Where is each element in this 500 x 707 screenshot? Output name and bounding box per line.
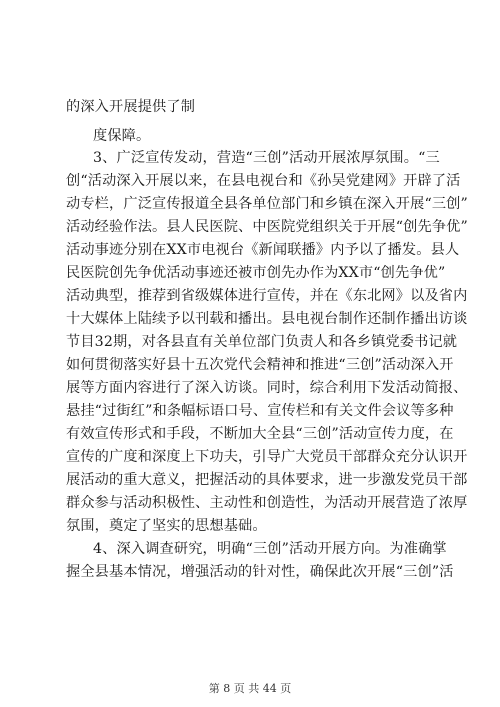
page-number-footer: 第 8 页 共 44 页 <box>208 682 292 695</box>
text-line: 氛围，奠定了坚实的思想基础。 <box>66 518 267 534</box>
text-line: 的深入开展提供了制 <box>66 99 196 115</box>
text-line: 如何贯彻落实好县十五次党代会精神和推进“三创”活动深入开 <box>66 357 454 373</box>
text-line: 展等方面内容进行了深入访谈。同时，综合利用下发活动简报、 <box>66 380 468 396</box>
text-line: 有效宣传形式和手段，不断加大全县“三创”活动宣传力度，在 <box>66 426 454 442</box>
text-line: 十大媒体上陆续予以刊载和播出。县电视台制作还制作播出访谈 <box>66 311 468 327</box>
text-line: 活动典型，推荐到省级媒体进行宣传，并在《东北网》以及省内 <box>66 288 468 304</box>
text-line: 创“活动深入开展以来，在县电视台和《孙吴党建网》开辟了活 <box>66 173 461 189</box>
paragraph-start-line: 4、深入调查研究，明确“三创”活动开展方向。为准确掌 <box>93 541 447 557</box>
text-line: 节目32期，对各县直有关单位部门负责人和各乡镇党委书记就 <box>66 334 458 350</box>
text-line: 民医院创先争优活动事迹还被市创先办作为XX市“创先争优” <box>66 265 446 281</box>
text-line: 展活动的重大意义，把握活动的具体要求，进一步激发党员干部 <box>66 472 468 488</box>
text-line: 握全县基本情况，增强活动的针对性，确保此次开展“三创”活 <box>66 564 454 580</box>
text-line: 活动事迹分别在XX市电视台《新闻联播》内予以了播发。县人 <box>66 242 460 258</box>
text-line: 度保障。 <box>93 128 151 144</box>
text-line: 悬挂“过街红”和条幅标语口号、宣传栏和有关文件会议等多种 <box>66 403 454 419</box>
text-line: 活动经验作法。县人民医院、中医院党组织关于开展“创先争优” <box>66 219 468 235</box>
paragraph-start-line: 3、广泛宣传发动，营造“三创”活动开展浓厚氛围。“三 <box>93 150 440 166</box>
text-line: 群众参与活动积极性、主动性和创造性，为活动开展营造了浓厚 <box>66 495 468 511</box>
text-line: 宣传的广度和深度上下功夫，引导广大党员干部群众充分认识开 <box>66 449 468 465</box>
text-line: 动专栏，广泛宣传报道全县各单位部门和乡镇在深入开展“三创” <box>66 196 468 212</box>
